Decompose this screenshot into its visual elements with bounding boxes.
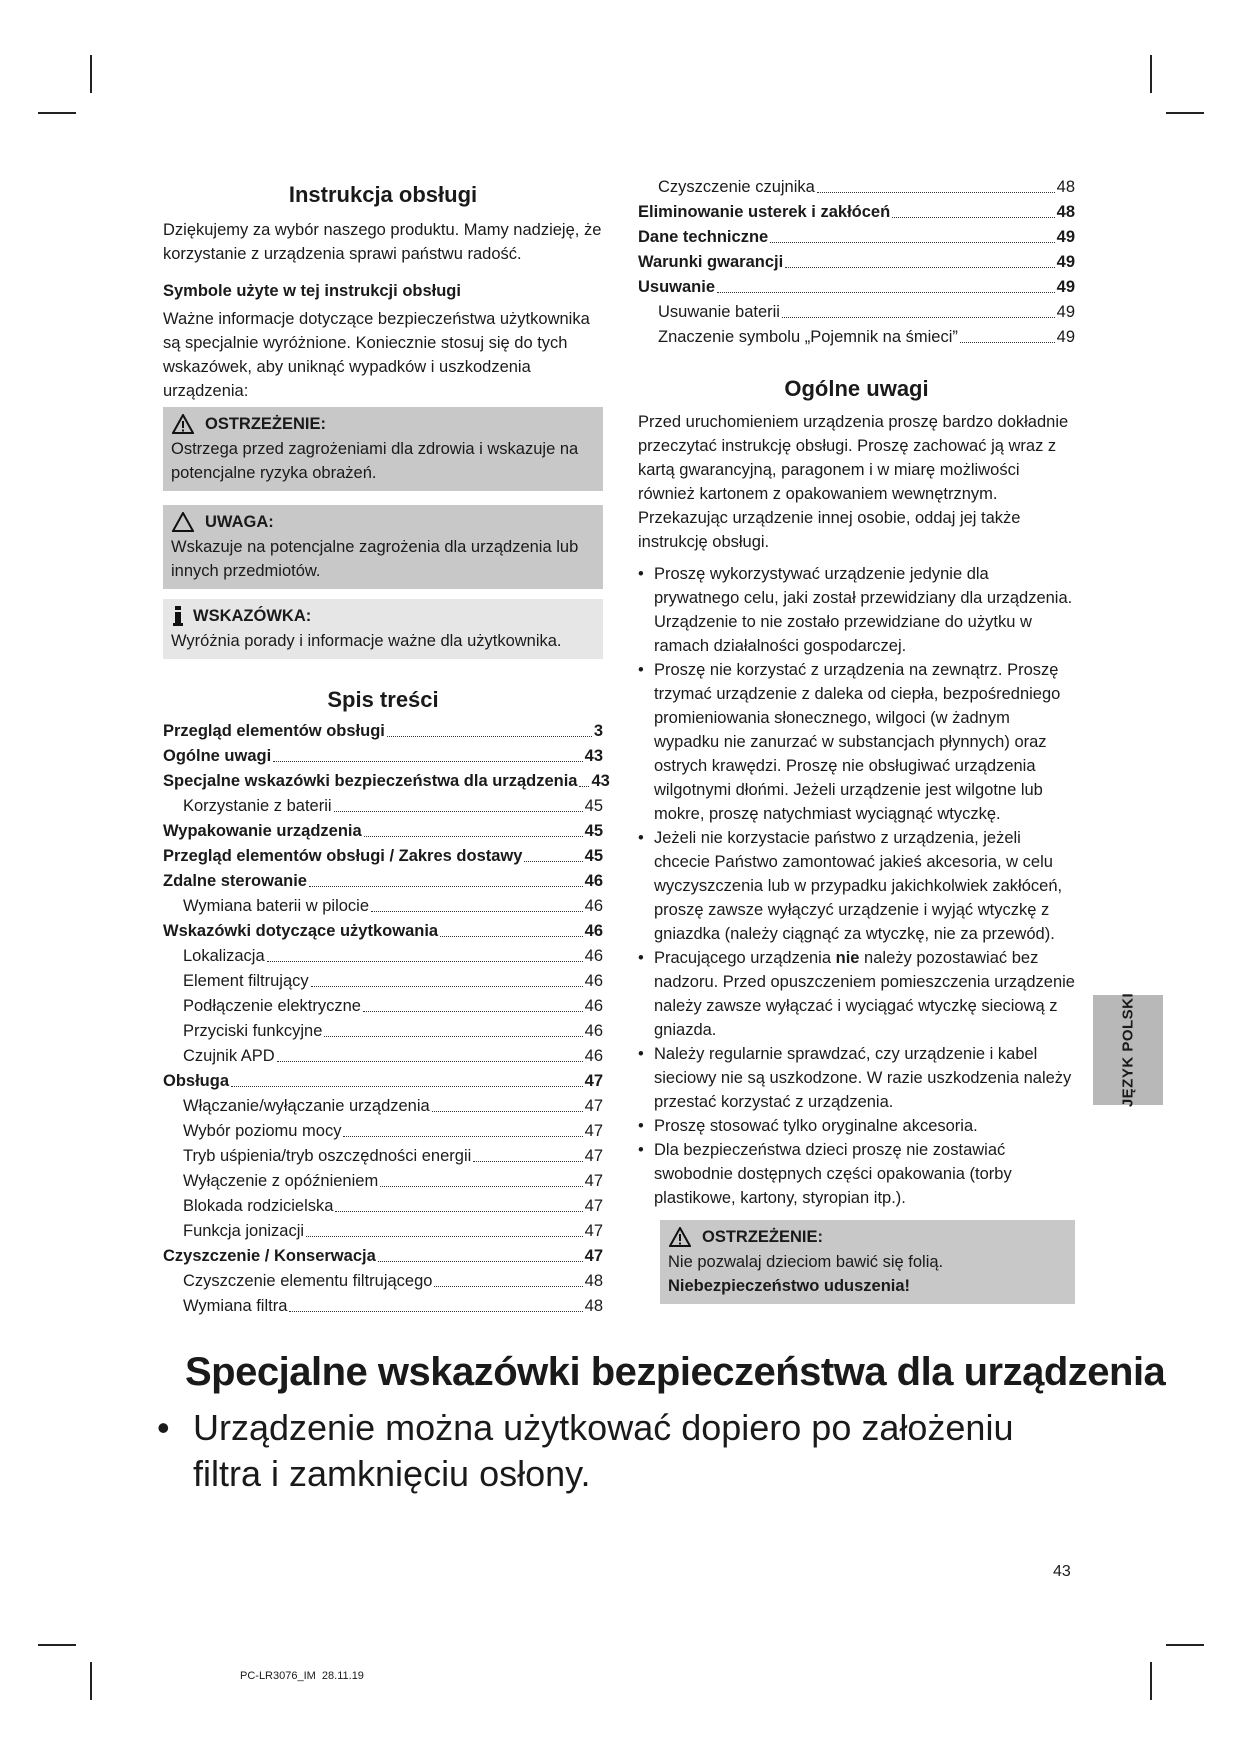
list-item-unattended — [638, 946, 1075, 1042]
toc-page-number: 47 — [584, 1147, 603, 1165]
tip-note-title-row — [171, 603, 595, 629]
toc-page-number: 47 — [584, 1247, 603, 1265]
toc-label: Wyłączenie z opóźnieniem — [183, 1172, 379, 1190]
toc-page-number: 46 — [584, 1047, 603, 1065]
toc-leader-dots — [380, 1169, 582, 1187]
toc-leader-dots — [524, 844, 582, 862]
toc-row[interactable] — [163, 1119, 603, 1144]
list-item: • Należy regularnie sprawdzać, czy urządzenie i kabel sieciowy nie są uszkodzone. W razie uszkodzenia należy przestać korzystać z urządzenia. — [638, 1042, 1075, 1114]
toc-leader-dots — [311, 969, 583, 987]
toc-page-number: 46 — [584, 972, 603, 990]
toc-leader-dots — [782, 300, 1055, 318]
toc-row[interactable] — [163, 1294, 603, 1319]
general-title: Ogólne uwagi — [784, 376, 929, 401]
toc-row[interactable] — [163, 719, 603, 744]
toc-row[interactable] — [638, 200, 1075, 225]
toc-row[interactable] — [163, 1219, 603, 1244]
toc-label: Przegląd elementów obsługi / Zakres dostawy — [163, 847, 523, 865]
toc-row[interactable] — [163, 1044, 603, 1069]
crop-mark — [90, 1662, 92, 1700]
special-safety-section — [155, 1350, 1166, 1497]
list-item: • Dla bezpieczeństwa dzieci proszę nie zostawiać swobodnie dostępnych części opakowania (torby plastikowe, kartony, styropian itp.). — [638, 1138, 1075, 1210]
toc-label: Eliminowanie usterek i zakłóceń — [638, 203, 891, 221]
toc-page-number: 3 — [593, 722, 603, 740]
crop-mark — [1166, 112, 1204, 114]
warning-triangle-icon — [171, 413, 195, 435]
toc-leader-dots — [364, 819, 583, 837]
toc-label: Wskazówki dotyczące użytkowania — [163, 922, 439, 940]
toc-leader-dots — [334, 794, 583, 812]
intro-text: Dziękujemy za wybór naszego produktu. Mamy nadzieję, że korzystanie z urządzenia sprawi państwu radość. — [163, 221, 602, 263]
toc-leader-dots — [770, 225, 1054, 243]
toc-row[interactable] — [163, 1169, 603, 1194]
toc-leader-dots — [231, 1069, 583, 1087]
toc-label: Blokada rodzicielska — [183, 1197, 334, 1215]
toc-leader-dots — [387, 719, 592, 737]
caution-note-text: Wskazuje na potencjalne zagrożenia dla urządzenia lub innych przedmiotów. — [171, 538, 579, 580]
toc-leader-dots — [306, 1219, 583, 1237]
toc-leader-dots — [289, 1294, 582, 1312]
toc-row[interactable] — [163, 969, 603, 994]
toc-label: Specjalne wskazówki bezpieczeństwa dla urządzenia — [163, 772, 578, 790]
toc-page-number: 47 — [584, 1172, 603, 1190]
toc-label: Czyszczenie czujnika — [658, 178, 815, 196]
toc-leader-dots — [273, 744, 582, 762]
toc-row[interactable] — [638, 175, 1075, 200]
symbols-text: Ważne informacje dotyczące bezpieczeństwa użytkownika są specjalnie wyróżnione. Koniecznie stosuj się do tych wskazówek, aby uniknąć wypadków i uszkodzenia urządzenia: — [163, 310, 590, 400]
tip-note-title: WSKAZÓWKA: — [193, 607, 312, 625]
toc-row[interactable] — [163, 1019, 603, 1044]
toc-page-number: 49 — [1056, 253, 1075, 271]
children-warning-text — [668, 1250, 1067, 1298]
toc-page-number: 47 — [584, 1072, 603, 1090]
toc-row[interactable] — [638, 250, 1075, 275]
crop-mark — [1166, 1644, 1204, 1646]
general-bullets — [638, 562, 1075, 1210]
children-warning-title-row — [668, 1224, 1067, 1250]
toc-page-number: 45 — [584, 822, 603, 840]
toc-leader-dots — [785, 250, 1054, 268]
children-warning-bold: Niebezpieczeństwo uduszenia! — [668, 1277, 911, 1295]
language-tab-label: JĘZYK POLSKI — [1119, 992, 1137, 1108]
warning-note-title-row — [171, 411, 595, 437]
toc-list-left — [163, 719, 610, 1319]
toc-label: Przegląd elementów obsługi — [163, 722, 385, 740]
toc-leader-dots — [324, 1019, 582, 1037]
footer-code: PC-LR3076_IM 28.11.19 — [240, 1670, 364, 1682]
toc-page-number: 46 — [584, 897, 603, 915]
toc-page-number: 45 — [584, 847, 603, 865]
toc-label: Dane techniczne — [638, 228, 769, 246]
toc-label: Podłączenie elektryczne — [183, 997, 361, 1015]
toc-label: Czujnik APD — [183, 1047, 275, 1065]
toc-page-number: 46 — [584, 997, 603, 1015]
toc-label: Element filtrujący — [183, 972, 309, 990]
general-intro: Przed uruchomieniem urządzenia proszę bardzo dokładnie przeczytać instrukcję obsługi. Proszę zachować ją wraz z kartą gwarancyjną, paragonem i w miarę możliwości również kartonem z opakowaniem wewnętrznym. Przekazując urządzenie innej osobie, oddaj jej także instrukcję obsługi. — [638, 413, 1069, 551]
toc-row[interactable] — [638, 275, 1075, 300]
toc-page-number: 49 — [1056, 228, 1075, 246]
toc-leader-dots — [371, 894, 583, 912]
special-safety-title: Specjalne wskazówki bezpieczeństwa dla urządzenia — [185, 1350, 1166, 1394]
toc-row[interactable] — [163, 869, 603, 894]
toc-page-number: 46 — [584, 922, 603, 940]
toc-leader-dots — [473, 1144, 582, 1162]
toc-leader-dots — [817, 175, 1055, 193]
left-column — [163, 178, 610, 1319]
crop-mark — [90, 55, 92, 93]
toc-label: Korzystanie z baterii — [183, 797, 332, 815]
toc-row[interactable] — [163, 944, 603, 969]
toc-page-number: 48 — [1056, 178, 1075, 196]
unattended-text-bold: nie — [835, 949, 860, 967]
toc-page-number: 47 — [584, 1222, 603, 1240]
toc-row[interactable] — [638, 325, 1075, 350]
toc-leader-dots — [892, 200, 1054, 218]
toc-label: Wybór poziomu mocy — [183, 1122, 342, 1140]
warning-triangle-icon — [668, 1226, 692, 1248]
list-item: • Jeżeli nie korzystacie państwo z urządzenia, jeżeli chcecie Państwo zamontować jakieś akcesoria, w celu wyczyszczenia lub w przypadku jakichkolwiek zakłóceń, proszę zawsze wyłączyć urządzenie i wyjąć wtyczkę z gniazdka (należy ciągnąć za wtyczkę, nie za przewód). — [638, 826, 1075, 946]
caution-triangle-icon — [171, 511, 195, 533]
unattended-text-after: należy pozostawiać bez nadzoru. Przed opuszczeniem pomieszczenia urządzenie należy zawsze wyłączać i wyciągać wtyczkę sieciową z gniazda. — [654, 949, 1075, 1039]
special-safety-item: • Urządzenie można użytkować dopiero po założeniu filtra i zamknięciu osłony. — [155, 1405, 1085, 1497]
tip-note — [163, 599, 603, 659]
toc-row[interactable] — [163, 894, 603, 919]
warning-note — [163, 407, 603, 491]
toc-label: Usuwanie baterii — [658, 303, 780, 321]
toc-page-number: 46 — [584, 872, 603, 890]
toc-label: Warunki gwarancji — [638, 253, 784, 271]
toc-row[interactable] — [163, 819, 603, 844]
toc-page-number: 43 — [584, 747, 603, 765]
manual-title: Instrukcja obsługi — [288, 182, 478, 207]
toc-page-number: 49 — [1056, 278, 1075, 296]
warning-note-title: OSTRZEŻENIE: — [205, 415, 327, 433]
toc-label: Wymiana baterii w pilocie — [183, 897, 370, 915]
toc-leader-dots — [440, 919, 583, 937]
unattended-text-before: Pracującego urządzenia — [654, 949, 836, 967]
toc-leader-dots — [363, 994, 583, 1012]
toc-page-number: 48 — [584, 1272, 603, 1290]
toc-leader-dots — [378, 1244, 583, 1262]
list-item: • Proszę wykorzystywać urządzenie jedynie dla prywatnego celu, jaki został przewidziany dla urządzenia. Urządzenie to nie zostało przewidziane do użytku w ramach działalności gospodarczej. — [638, 562, 1075, 658]
toc-leader-dots — [717, 275, 1055, 293]
toc-label: Zdalne sterowanie — [163, 872, 307, 890]
children-warning-title: OSTRZEŻENIE: — [702, 1228, 824, 1246]
symbols-heading: Symbole użyte w tej instrukcji obsługi — [163, 282, 461, 300]
toc-leader-dots — [432, 1094, 583, 1112]
crop-mark — [1150, 55, 1152, 93]
toc-row[interactable] — [163, 844, 603, 869]
toc-page-number: 48 — [1056, 203, 1075, 221]
toc-leader-dots — [579, 769, 589, 787]
caution-note — [163, 505, 603, 589]
list-item: • Proszę stosować tylko oryginalne akcesoria. — [638, 1114, 1075, 1138]
toc-label: Wymiana filtra — [183, 1297, 288, 1315]
toc-page-number: 46 — [584, 1022, 603, 1040]
toc-page-number: 48 — [584, 1297, 603, 1315]
tip-note-text: Wyróżnia porady i informacje ważne dla użytkownika. — [171, 632, 562, 650]
toc-row[interactable] — [638, 225, 1075, 250]
toc-page-number: 47 — [584, 1122, 603, 1140]
crop-mark — [1150, 1662, 1152, 1700]
toc-label: Włączanie/wyłączanie urządzenia — [183, 1097, 430, 1115]
toc-row[interactable] — [163, 794, 603, 819]
toc-page-number: 49 — [1056, 303, 1075, 321]
toc-label: Wypakowanie urządzenia — [163, 822, 362, 840]
toc-list-right — [638, 175, 1075, 350]
toc-label: Funkcja jonizacji — [183, 1222, 305, 1240]
children-warning-plain: Nie pozwalaj dzieciom bawić się folią. — [668, 1253, 944, 1271]
toc-label: Tryb uśpienia/tryb oszczędności energii — [183, 1147, 472, 1165]
toc-page-number: 49 — [1056, 328, 1075, 346]
children-warning — [660, 1220, 1075, 1304]
toc-label: Obsługa — [163, 1072, 230, 1090]
toc-label: Usuwanie — [638, 278, 716, 296]
toc-leader-dots — [960, 325, 1055, 343]
toc-row[interactable] — [638, 300, 1075, 325]
list-item: • Proszę nie korzystać z urządzenia na zewnątrz. Proszę trzymać urządzenie z daleka od ciepła, bezpośredniego promieniowania słonecznego, wilgoci (w żadnym wypadku nie zanurzać w substancjach płynnych) oraz ostrych krawędzi. Proszę nie obsługiwać urządzenia wilgotnymi dłońmi. Jeżeli urządzenie jest wilgotne lub mokre, proszę natychmiast wyciągnąć wtyczkę. — [638, 658, 1075, 826]
toc-row[interactable] — [163, 1194, 603, 1219]
toc-title: Spis treści — [327, 687, 439, 712]
toc-row[interactable] — [163, 1144, 603, 1169]
toc-leader-dots — [277, 1044, 583, 1062]
crop-mark — [38, 1644, 76, 1646]
toc-leader-dots — [343, 1119, 582, 1137]
toc-page-number: 45 — [584, 797, 603, 815]
toc-row[interactable] — [163, 1244, 603, 1269]
toc-row[interactable] — [163, 769, 610, 794]
toc-leader-dots — [434, 1269, 582, 1287]
toc-label: Lokalizacja — [183, 947, 265, 965]
toc-page-number: 47 — [584, 1197, 603, 1215]
right-column — [638, 178, 1075, 1304]
toc-leader-dots — [267, 944, 583, 962]
toc-page-number: 47 — [584, 1097, 603, 1115]
toc-leader-dots — [309, 869, 583, 887]
toc-label: Czyszczenie / Konserwacja — [163, 1247, 376, 1265]
caution-note-title-row — [171, 509, 595, 535]
toc-label: Ogólne uwagi — [163, 747, 272, 765]
toc-label: Znaczenie symbolu „Pojemnik na śmieci” — [658, 328, 958, 346]
crop-mark — [38, 112, 76, 114]
toc-label: Czyszczenie elementu filtrującego — [183, 1272, 433, 1290]
caution-note-title: UWAGA: — [205, 513, 274, 531]
toc-label: Przyciski funkcyjne — [183, 1022, 323, 1040]
toc-row[interactable] — [163, 994, 603, 1019]
toc-page-number: 46 — [584, 947, 603, 965]
toc-page-number: 43 — [591, 772, 610, 790]
toc-row[interactable] — [163, 1094, 603, 1119]
toc-row[interactable] — [163, 744, 603, 769]
warning-note-text: Ostrzega przed zagrożeniami dla zdrowia i wskazuje na potencjalne ryzyka obrażeń. — [171, 440, 579, 482]
toc-row[interactable] — [163, 919, 603, 944]
page-number: 43 — [1053, 1563, 1071, 1580]
toc-leader-dots — [335, 1194, 582, 1212]
toc-row[interactable] — [163, 1269, 603, 1294]
toc-row[interactable] — [163, 1069, 603, 1094]
language-tab — [1093, 992, 1163, 1108]
info-icon — [171, 605, 185, 627]
